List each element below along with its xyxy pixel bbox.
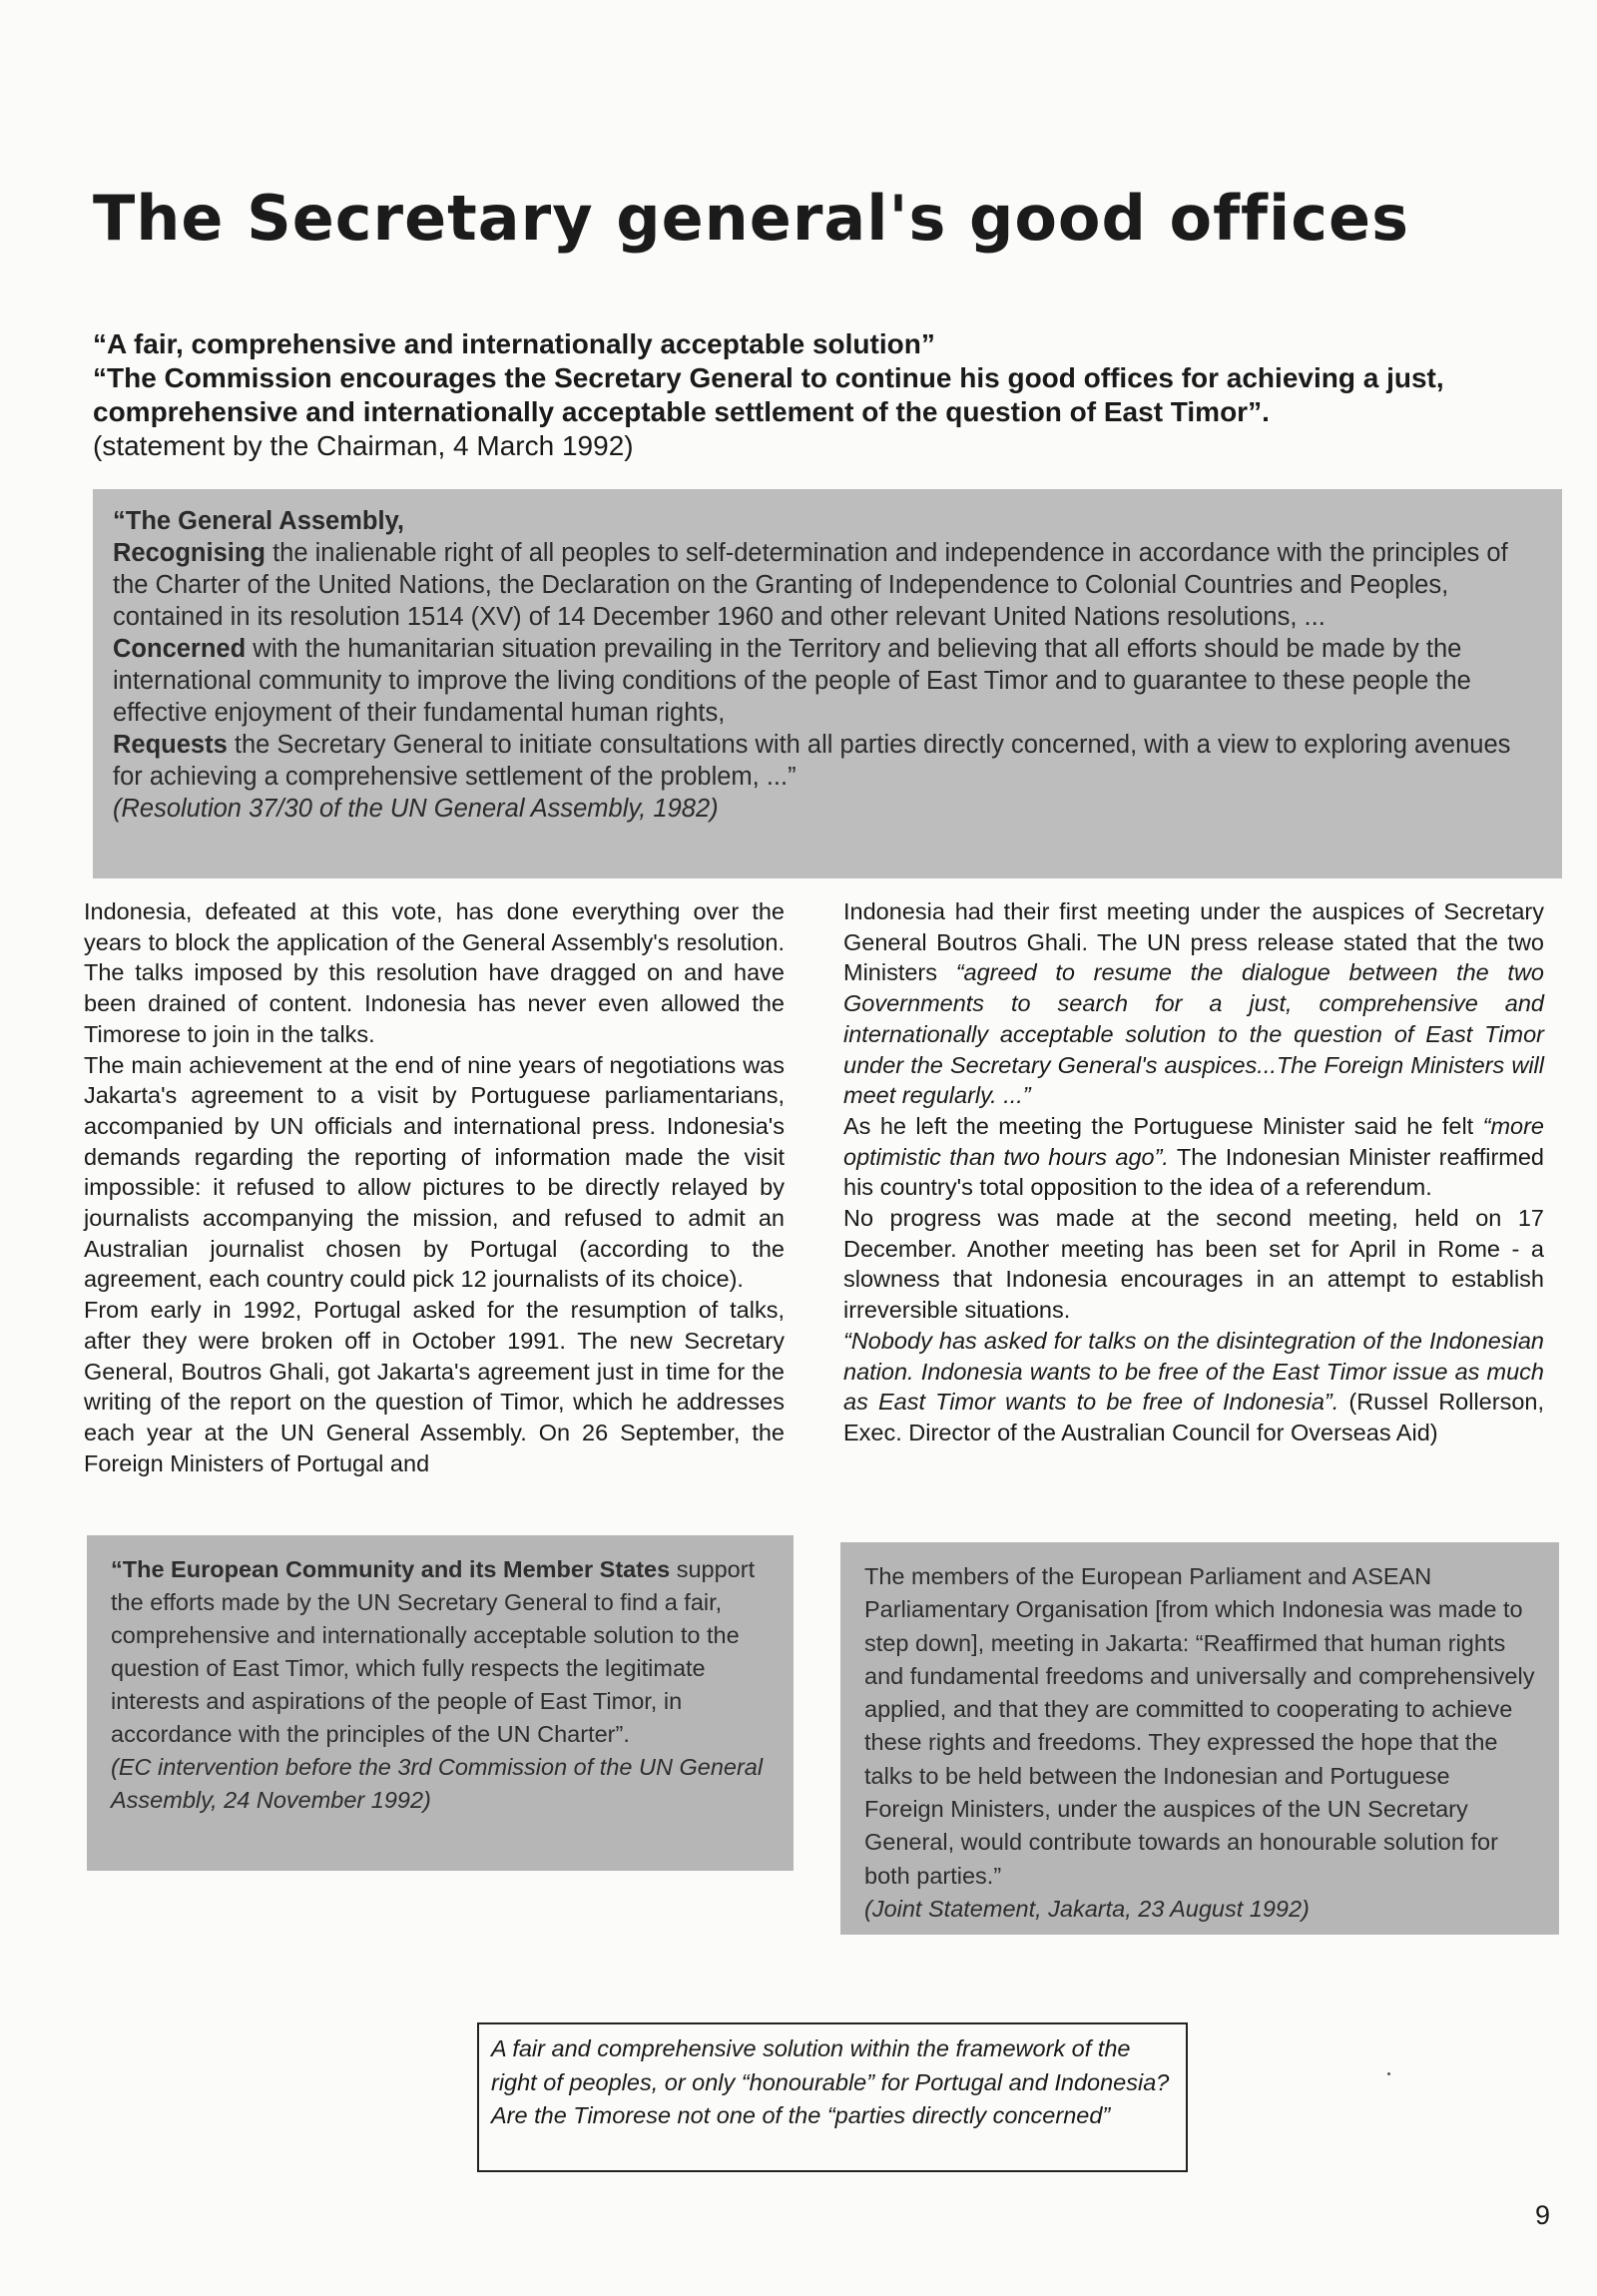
ga-concerned-text: with the humanitarian situation prevailing in the Territory and believing that all efforts should be made by the international community to improve the living conditions of the people of East Timor and to guarantee to these people the effective enjoyment of their fundamental human rights, xyxy=(113,635,1471,727)
left-column xyxy=(84,896,785,1478)
ga-opening: “The General Assembly, xyxy=(113,507,404,535)
page-number: 9 xyxy=(1535,2200,1551,2230)
right-p2-end: The Indonesian Minister reaffirmed his country's total opposition to the idea of a referendum. xyxy=(843,1143,1544,1201)
ec-opening: “The European Community and its Member States xyxy=(111,1556,671,1582)
left-paragraph-2: The main achievement at the end of nine years of negotiations was Jakarta's agreement to a visit by Portuguese parliamentarians, accompanied by UN officials and international press. Indonesia's demands regarding the reporting of information made the visit impossible: it refused to allow pictures to be directly relayed by journalists accompanying the mission, and refused to admit an Australian journalist chosen by Portugal (according to the agreement, each country could pick 12 journalists of its choice). xyxy=(84,1051,785,1293)
un-press-release-quote: “agreed to resume the dialogue between the two Governments to search for a just, comprehensive and internationally acceptable solution to the question of East Timor under the Secretary General's auspices...The Foreign Ministers will meet regularly. ...” xyxy=(843,959,1544,1109)
scan-speck xyxy=(1387,2072,1390,2075)
european-parliament-quote-box xyxy=(840,1542,1559,1935)
intro-heading: “A fair, comprehensive and internationally acceptable solution” xyxy=(93,328,935,359)
european-community-quote-box xyxy=(87,1535,794,1871)
intro-quote: “The Commission encourages the Secretary General to continue his good offices for achieving a just, comprehensive and internationally acceptable settlement of the question of East Timor”. xyxy=(93,362,1444,427)
ga-requests-text: the Secretary General to initiate consultations with all parties directly concerned, with a view to exploring avenues for achieving a comprehensive settlement of the problem, ...” xyxy=(113,731,1511,791)
question-text: A fair and comprehensive solution within the framework of the right of peoples, or only “honourable” for Portugal and Indonesia? Are the Timorese not one of the “parties directly concerned” xyxy=(491,2035,1170,2128)
ga-concerned-keyword: Concerned xyxy=(113,635,247,663)
rollerson-quote: “Nobody has asked for talks on the disintegration of the Indonesian nation. Indonesia wants to be free of the East Timor issue as much as East Timor wants to be free of Indonesia”. xyxy=(843,1327,1544,1416)
ga-citation: (Resolution 37/30 of the UN General Assembly, 1982) xyxy=(113,795,719,823)
minister-quote: “more optimistic than two hours ago”. xyxy=(843,1112,1544,1170)
ga-recognising-paragraph xyxy=(113,537,1542,633)
ep-text: The members of the European Parliament and ASEAN Parliamentary Organisation [from which Indonesia was made to step down], meeting in Jakarta: “Reaffirmed that human rights and fundamental freedoms and universally and comprehensively applied, and that they are committed to cooperating to achieve these rights and freedoms. They expressed the hope that the talks to be held between the Indonesian and Portuguese Foreign Ministers, under the auspices of the UN Secretary General, would contribute towards an honourable solution for both parties.” xyxy=(864,1563,1535,1889)
ga-requests-keyword: Requests xyxy=(113,731,228,759)
ep-citation: (Joint Statement, Jakarta, 23 August 1992) xyxy=(864,1895,1310,1922)
right-p1-text: Indonesia had their first meeting under the auspices of Secretary General Boutros Ghali. The UN press release stated that the two Ministers xyxy=(843,898,1544,986)
ec-statement xyxy=(111,1553,770,1751)
right-column xyxy=(843,896,1544,1448)
left-paragraph-1: Indonesia, defeated at this vote, has done everything over the years to block the application of the General Assembly's resolution. The talks imposed by this resolution have dragged on and have been drained of content. Indonesia has never even allowed the Timorese to join in the talks. xyxy=(84,898,785,1047)
ec-citation: (EC intervention before the 3rd Commission of the UN General Assembly, 24 November 1992) xyxy=(111,1754,764,1813)
page-title: The Secretary general's good offices xyxy=(93,182,1409,255)
ga-recognising-keyword: Recognising xyxy=(113,539,266,567)
general-assembly-quote-box xyxy=(93,489,1562,878)
question-callout-box xyxy=(477,2022,1188,2172)
rollerson-source: (Russel Rollerson, Exec. Director of the Australian Council for Overseas Aid) xyxy=(843,1389,1544,1445)
right-paragraph-4 xyxy=(843,1326,1544,1448)
intro-source: (statement by the Chairman, 4 March 1992) xyxy=(93,430,634,461)
right-paragraph-3: No progress was made at the second meeting, held on 17 December. Another meeting has been set for April in Rome - a slowness that Indonesia encourages in an attempt to establish irreversible situations. xyxy=(843,1205,1544,1324)
ga-recognising-text: the inalienable right of all peoples to self-determination and independence in accordance with the principles of the Charter of the United Nations, the Declaration on the Granting of Independence to Colonial Countries and Peoples, contained in its resolution 1514 (XV) of 14 December 1960 and other relevant United Nations resolutions, ... xyxy=(113,539,1508,631)
right-paragraph-2 xyxy=(843,1111,1544,1203)
ec-text: support the efforts made by the UN Secretary General to find a fair, comprehensive and internationally acceptable solution to the question of East Timor, which fully respects the legitimate interests and aspirations of the people of East Timor, in accordance with the principles of the UN Charter”. xyxy=(111,1556,756,1747)
left-paragraph-3: From early in 1992, Portugal asked for the resumption of talks, after they were broken off in October 1991. The new Secretary General, Boutros Ghali, got Jakarta's agreement just in time for the writing of the report on the question of Timor, which he addresses each year at the UN General Assembly. On 26 September, the Foreign Ministers of Portugal and xyxy=(84,1297,785,1476)
right-paragraph-1 xyxy=(843,896,1544,1111)
intro-section xyxy=(93,327,1560,463)
ga-requests-paragraph xyxy=(113,729,1542,793)
right-p2-start: As he left the meeting the Portuguese Minister said he felt xyxy=(843,1112,1483,1139)
ga-concerned-paragraph xyxy=(113,633,1542,729)
